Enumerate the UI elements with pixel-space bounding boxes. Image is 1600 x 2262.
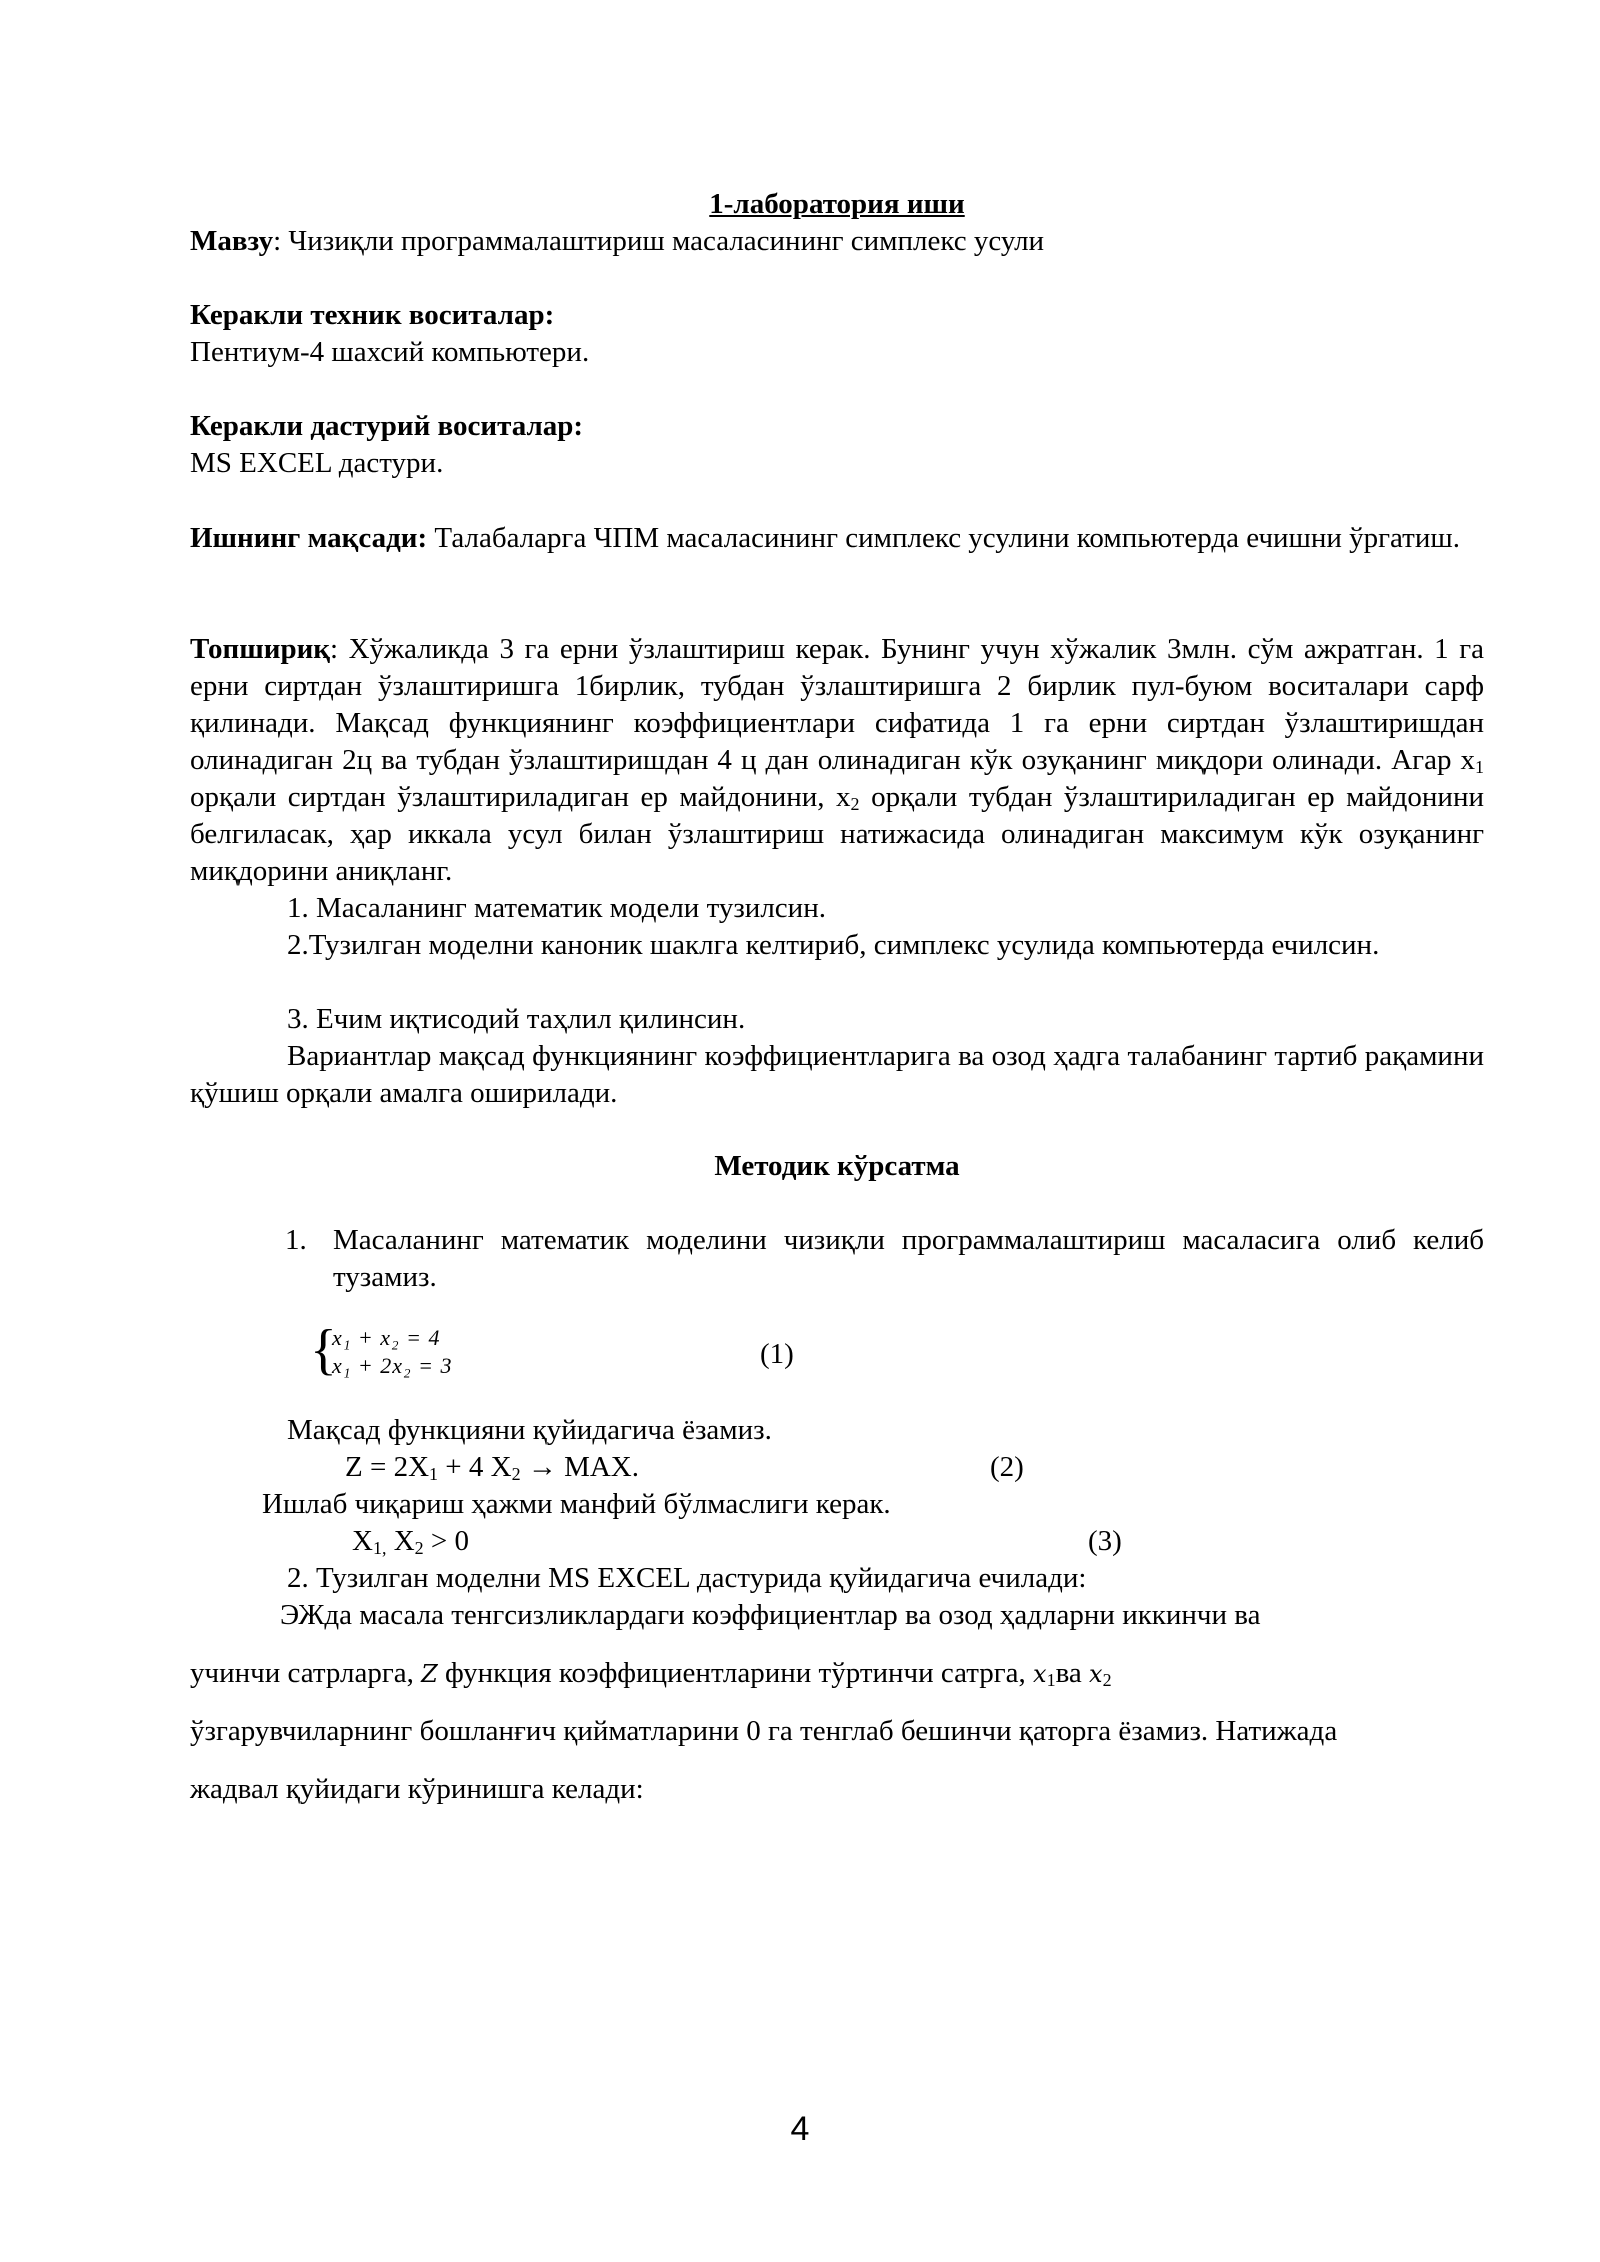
step-1-text: Масаланинг математик моделини чизиқли программалаштириш масаласига олиб келиб тузамиз. — [333, 1224, 1484, 1293]
nonneg-part-a: X — [352, 1525, 373, 1557]
excel-line-4: жадвал қуйидаги кўринишга келади: — [190, 1773, 644, 1805]
lab-title: 1-лаборатория иши — [709, 188, 965, 220]
method-title: Методик кўрсатма — [714, 1150, 960, 1182]
step-1-number: 1. — [285, 1224, 307, 1256]
system-row-2: x₁ + 2x₂ = 3 — [332, 1353, 453, 1378]
system-row-1: x₁ + x₂ = 4 — [332, 1325, 441, 1350]
variants-paragraph: Вариантлар мақсад функциянинг коэффициентларига ва озод ҳадга талабанинг тартиб рақамини қўшиш орқали амалга оширилади. — [190, 1040, 1484, 1109]
excel-line-1: ЭЖда масала тенгсизликлардаги коэффициентлар ва озод ҳадларни иккинчи ва — [280, 1599, 1261, 1631]
goal-label: Ишнинг мақсади: — [190, 522, 428, 554]
task-sub-2: 2 — [850, 794, 860, 814]
task-text-3: орқали тубдан ўзлаштириладиган ер майдонини белгиласак, ҳар иккала усул билан ўзлаштириш натижасида олинадиган максимум кўк озуқанинг миқдорини аниқланг. — [190, 781, 1484, 887]
method-step-2: 2. Тузилган моделни MS EXCEL дастурида қуйидагича ечилади: — [287, 1562, 1087, 1594]
objective-part-d: MAX. — [564, 1451, 639, 1483]
objective-sub-1: 1 — [429, 1464, 439, 1484]
page-number: 4 — [790, 2110, 810, 2148]
excel-line-2 — [190, 1655, 1484, 1693]
requirement-3: 3. Ечим иқтисодий таҳлил қилинсин. — [287, 1003, 746, 1035]
equation-3-number: (3) — [1088, 1525, 1122, 1557]
topic-label: Мавзу — [190, 225, 274, 257]
excel-var-z: Z — [421, 1660, 438, 1688]
arrow-icon: → — [520, 1451, 565, 1483]
objective-part-a: Z = 2X — [345, 1451, 430, 1483]
task-paragraph — [190, 631, 1484, 890]
excel-var-x1-sub: 1 — [1046, 1670, 1056, 1690]
goal-paragraph — [190, 520, 1484, 557]
task-sub-1: 1 — [1475, 757, 1484, 777]
task-label: Топшириқ — [190, 633, 330, 665]
excel-line-2-c: ва — [1055, 1657, 1090, 1689]
objective-sub-2: 2 — [511, 1464, 521, 1484]
nonneg-constraint — [352, 1523, 469, 1560]
nonneg-part-c: > 0 — [423, 1525, 470, 1557]
equation-2-number: (2) — [990, 1451, 1024, 1483]
excel-line-3: ўзгарувчиларнинг бошланғич қийматларини 0 га тенглаб бешинчи қаторга ёзамиз. Натижада — [190, 1715, 1338, 1747]
method-step-1 — [285, 1222, 1484, 1296]
excel-var-x2: x — [1089, 1660, 1103, 1688]
equation-1-number: (1) — [760, 1338, 794, 1370]
objective-intro: Мақсад функцияни қуйидагича ёзамиз. — [287, 1414, 772, 1446]
objective-function — [345, 1449, 639, 1486]
topic-text: : Чизиқли программалаштириш масаласининг симплекс усули — [273, 225, 1045, 257]
excel-var-x2-sub: 2 — [1102, 1670, 1112, 1690]
task-text-1: : Хўжаликда 3 га ерни ўзлаштириш керак. Бунинг учун хўжалик 3млн. сўм ажратган. 1 га ерни сиртдан ўзлаштиришга 1бирлик, тубдан ўзлаштиришга 2 бирлик пул-буюм воситалари сарф қилинади. Мақсад функциянинг коэффициентлари сифатида 1 га ерни сиртдан ўзлаштиришдан олинадиган 2ц ва тубдан ўзлаштиришдан 4 ц дан олинадиган кўк озуқанинг миқдори олинади. Агар x — [190, 633, 1484, 776]
task-text-2: орқали сиртдан ўзлаштириладиган ер майдонини, x — [190, 781, 851, 813]
equation-system — [310, 1319, 830, 1392]
nonneg-sub-2: 2 — [414, 1538, 424, 1558]
excel-line-2-a: учинчи сатрларга, — [190, 1657, 422, 1689]
excel-var-x1: x — [1033, 1660, 1047, 1688]
requirement-2: 2.Тузилган моделни каноник шаклга келтириб, симплекс усулида компьютерда ечилсин. — [287, 929, 1380, 961]
nonneg-sub-1: 1, — [372, 1538, 387, 1558]
objective-part-b: + 4 X — [438, 1451, 512, 1483]
nonneg-part-b: X — [386, 1525, 415, 1557]
topic-line — [190, 223, 1484, 260]
software-heading: Керакли дастурий воситалар: — [190, 410, 584, 442]
nonneg-intro: Ишлаб чиқариш ҳажми манфий бўлмаслиги керак. — [262, 1488, 891, 1520]
excel-line-2-b: функция коэффициентларини тўртинчи сатрга, — [437, 1657, 1034, 1689]
requirement-1: 1. Масаланинг математик модели тузилсин. — [287, 892, 826, 924]
hardware-text: Пентиум-4 шахсий компьютери. — [190, 336, 590, 368]
system-brace: { — [310, 1319, 337, 1381]
hardware-heading: Керакли техник воситалар: — [190, 299, 555, 331]
goal-text: Талабаларга ЧПМ масаласининг симплекс усулини компьютерда ечишни ўргатиш. — [427, 522, 1460, 554]
software-text: MS EXCEL дастури. — [190, 447, 444, 479]
